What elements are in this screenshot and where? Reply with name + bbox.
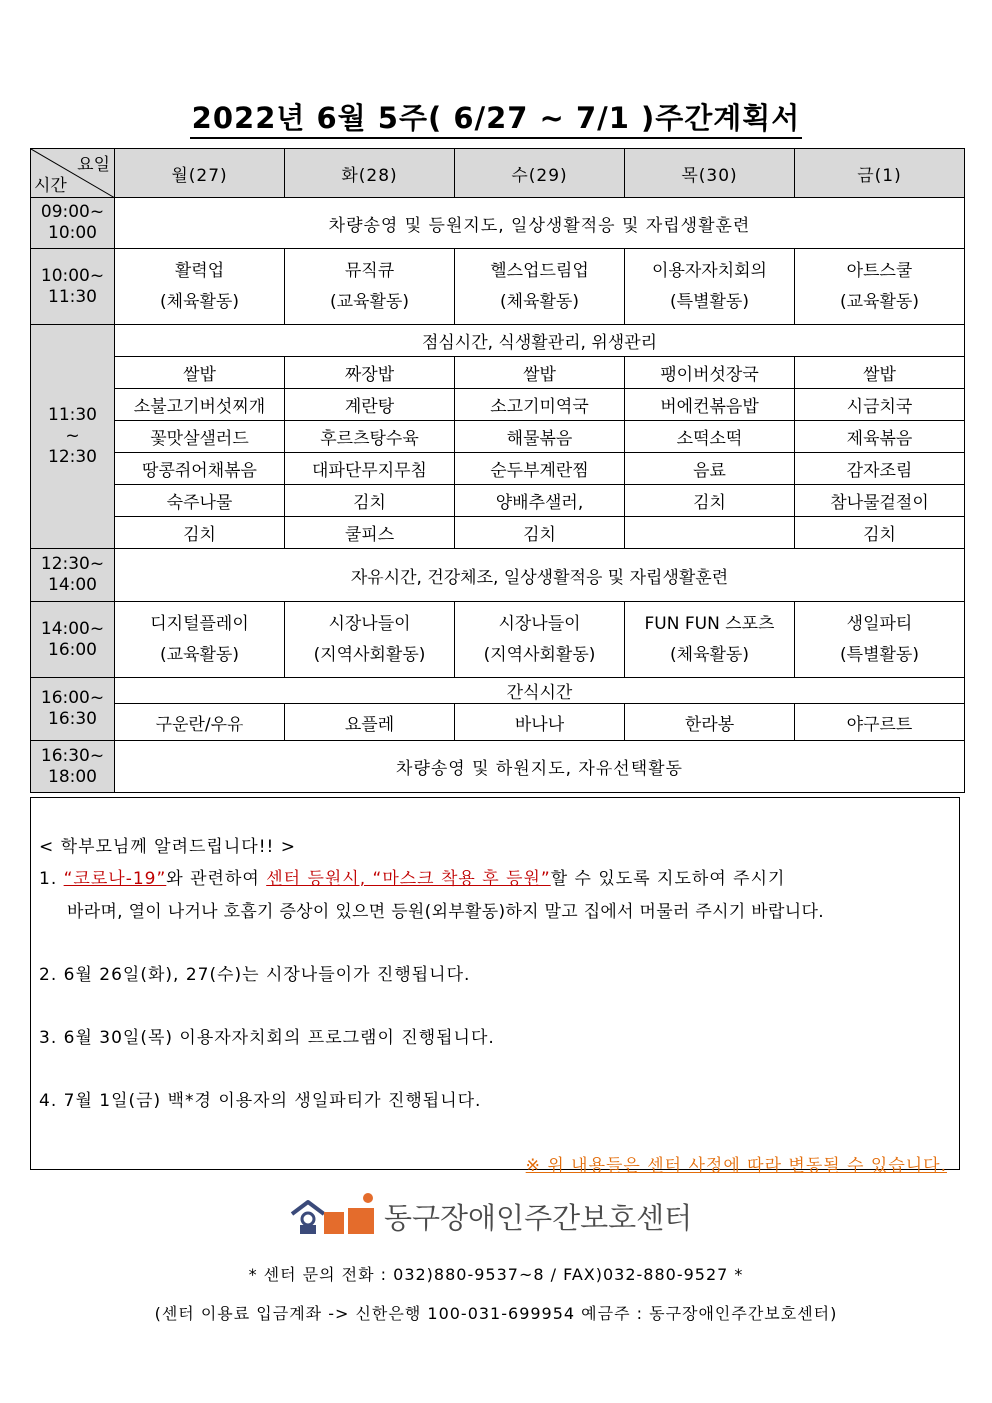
time-cell: 16:30~ 18:00: [31, 741, 115, 793]
menu-item: 버에컨볶음밥: [625, 389, 795, 421]
notice-item-1: [39, 864, 785, 889]
program-name: FUN FUN 스포츠: [644, 613, 775, 634]
item1-mid: 와 관련하여: [166, 869, 267, 889]
time-cell-snack: 16:00~ 16:30: [31, 678, 115, 741]
menu-item: 쌀밥: [795, 357, 965, 389]
program-name: 시장나들이: [498, 613, 581, 634]
program-type: (특별활동): [670, 291, 749, 312]
lunch-time-tilde: ~: [65, 426, 80, 446]
program-type: (체육활동): [160, 291, 239, 312]
time-cell-lunch: [31, 325, 115, 549]
menu-row: [31, 357, 965, 389]
menu-row: [31, 389, 965, 421]
program-type: (체육활동): [500, 291, 579, 312]
corner-day-label: 요일: [77, 155, 110, 175]
menu-item: 쿨피스: [285, 517, 455, 549]
snack-item: 바나나: [455, 704, 625, 741]
menu-item: 참나물겉절이: [795, 485, 965, 517]
program-cell: [285, 249, 455, 325]
day-header-tue: 화(28): [285, 149, 455, 198]
program-name: 생일파티: [846, 613, 913, 634]
snack-item: 한라봉: [625, 704, 795, 741]
menu-item: 계란탕: [285, 389, 455, 421]
program-type: (지역사회활동): [483, 644, 596, 665]
notice-box: [30, 797, 960, 1176]
activity-span-cell: 차량송영 및 하원지도, 자유선택활동: [115, 741, 965, 793]
notice-item-3: 3. 6월 30일(목) 이용자자치회의 프로그램이 진행됩니다.: [39, 1028, 495, 1048]
lunch-time-start: 11:30: [48, 405, 97, 425]
program-name: 활력업: [174, 260, 225, 281]
program-type: (체육활동): [670, 644, 749, 665]
program-type: (교육활동): [160, 644, 239, 665]
activity-span-cell: 자유시간, 건강체조, 일상생활적응 및 자립생활훈련: [115, 549, 965, 602]
menu-row: [31, 485, 965, 517]
menu-item: 제육볶음: [795, 421, 965, 453]
menu-item: 김치: [455, 517, 625, 549]
program-type: (특별활동): [840, 644, 919, 665]
menu-item: 소불고기버섯찌개: [115, 389, 285, 421]
menu-item: 해물볶음: [455, 421, 625, 453]
center-logo: [288, 1192, 693, 1236]
item1-prefix: 1.: [39, 869, 64, 889]
contact-phone: * 센터 문의 전화 : 032)880-9537~8 / FAX)032-880-9527 *: [248, 1265, 744, 1284]
time-cell: 09:00~ 10:00: [31, 198, 115, 249]
row-1000: [31, 249, 965, 325]
menu-item: 소고기미역국: [455, 389, 625, 421]
notice-item-4: 4. 7월 1일(금) 백*경 이용자의 생일파티가 진행됩니다.: [39, 1091, 482, 1111]
day-header-wed: 수(29): [455, 149, 625, 198]
program-name: 디지털플레이: [150, 613, 249, 634]
program-type: (교육활동): [840, 291, 919, 312]
time-cell: 10:00~ 11:30: [31, 249, 115, 325]
snack-row: [31, 704, 965, 741]
program-cell: [795, 602, 965, 678]
time-cell: 12:30~ 14:00: [31, 549, 115, 602]
menu-item: 음료: [625, 453, 795, 485]
program-type: (지역사회활동): [313, 644, 426, 665]
snack-header: 간식시간: [115, 678, 965, 704]
program-cell: [455, 602, 625, 678]
menu-item: 김치: [625, 485, 795, 517]
activity-span-cell: 차량송영 및 등원지도, 일상생활적응 및 자립생활훈련: [115, 198, 965, 249]
menu-row: [31, 517, 965, 549]
day-header-mon: 월(27): [115, 149, 285, 198]
program-cell: [285, 602, 455, 678]
program-name: 헬스업드림업: [490, 260, 589, 281]
header-row: [31, 149, 965, 198]
day-header-fri: 금(1): [795, 149, 965, 198]
row-1230: [31, 549, 965, 602]
house-logo-icon: [288, 1192, 380, 1236]
menu-item: 시금치국: [795, 389, 965, 421]
menu-item: 김치: [795, 517, 965, 549]
program-cell: [455, 249, 625, 325]
day-header-thu: 목(30): [625, 149, 795, 198]
menu-item: 감자조림: [795, 453, 965, 485]
menu-item: 쌀밥: [115, 357, 285, 389]
menu-item: 김치: [115, 517, 285, 549]
menu-item: 땅콩쥐어채볶음: [115, 453, 285, 485]
time-cell: 14:00~ 16:00: [31, 602, 115, 678]
program-cell: [115, 249, 285, 325]
program-type: (교육활동): [330, 291, 409, 312]
menu-item: 꽃맛살샐러드: [115, 421, 285, 453]
menu-item: 대파단무지무침: [285, 453, 455, 485]
weekly-schedule-table: [30, 148, 965, 793]
menu-item: 후르츠탕수육: [285, 421, 455, 453]
item1-corona: “코로나-19”: [63, 869, 167, 889]
item1-tail: 할 수 있도록 지도하여 주시기: [550, 869, 786, 889]
row-1400: [31, 602, 965, 678]
page-title: [0, 96, 992, 137]
program-name: 이용자자치회의: [652, 260, 767, 281]
program-cell: [795, 249, 965, 325]
menu-item: 팽이버섯장국: [625, 357, 795, 389]
menu-item: 짜장밥: [285, 357, 455, 389]
lunch-time-end: 12:30: [48, 447, 97, 467]
program-cell: [115, 602, 285, 678]
menu-item: 김치: [285, 485, 455, 517]
notice-heading: < 학부모님께 알려드립니다!! >: [39, 837, 296, 857]
lunch-header: 점심시간, 식생활관리, 위생관리: [115, 325, 965, 357]
notice-item-1-line-2: 바라며, 열이 나거나 호흡기 증상이 있으면 등원(외부활동)하지 말고 집에서 머물러 주시기 바랍니다.: [67, 902, 824, 922]
snack-item: 야구르트: [795, 704, 965, 741]
menu-item: [625, 517, 795, 549]
notice-item-2: 2. 6월 26일(화), 27(수)는 시장나들이가 진행됩니다.: [39, 965, 471, 985]
notice-change-note: ※ 위 내용들은 센터 사정에 따라 변동될 수 있습니다.: [525, 1156, 947, 1176]
row-1630: [31, 741, 965, 793]
snack-item: 요플레: [285, 704, 455, 741]
corner-cell: [31, 149, 115, 198]
row-0900: [31, 198, 965, 249]
menu-row: [31, 421, 965, 453]
snack-header-row: [31, 678, 965, 704]
payment-account: (센터 이용료 입금계좌 -> 신한은행 100-031-699954 예금주 : 동구장애인주간보호센터): [154, 1304, 838, 1323]
program-name: 뮤직큐: [344, 260, 395, 281]
menu-item: 숙주나물: [115, 485, 285, 517]
snack-item: 구운란/우유: [115, 704, 285, 741]
item1-mask-notice: 센터 등원시, “마스크 착용 후 등원”: [266, 869, 551, 889]
menu-row: [31, 453, 965, 485]
menu-item: 양배추샐러,: [455, 485, 625, 517]
program-name: 시장나들이: [328, 613, 411, 634]
corner-time-label: 시간: [34, 176, 67, 196]
menu-item: 소떡소떡: [625, 421, 795, 453]
program-name: 아트스쿨: [846, 260, 913, 281]
page-title-text: 2022년 6월 5주( 6/27 ~ 7/1 )주간계획서: [190, 101, 803, 139]
menu-item: 쌀밥: [455, 357, 625, 389]
program-cell: [625, 602, 795, 678]
program-cell: [625, 249, 795, 325]
menu-item: 순두부계란찜: [455, 453, 625, 485]
lunch-header-row: [31, 325, 965, 357]
center-name: 동구장애인주간보호센터: [384, 1201, 693, 1235]
